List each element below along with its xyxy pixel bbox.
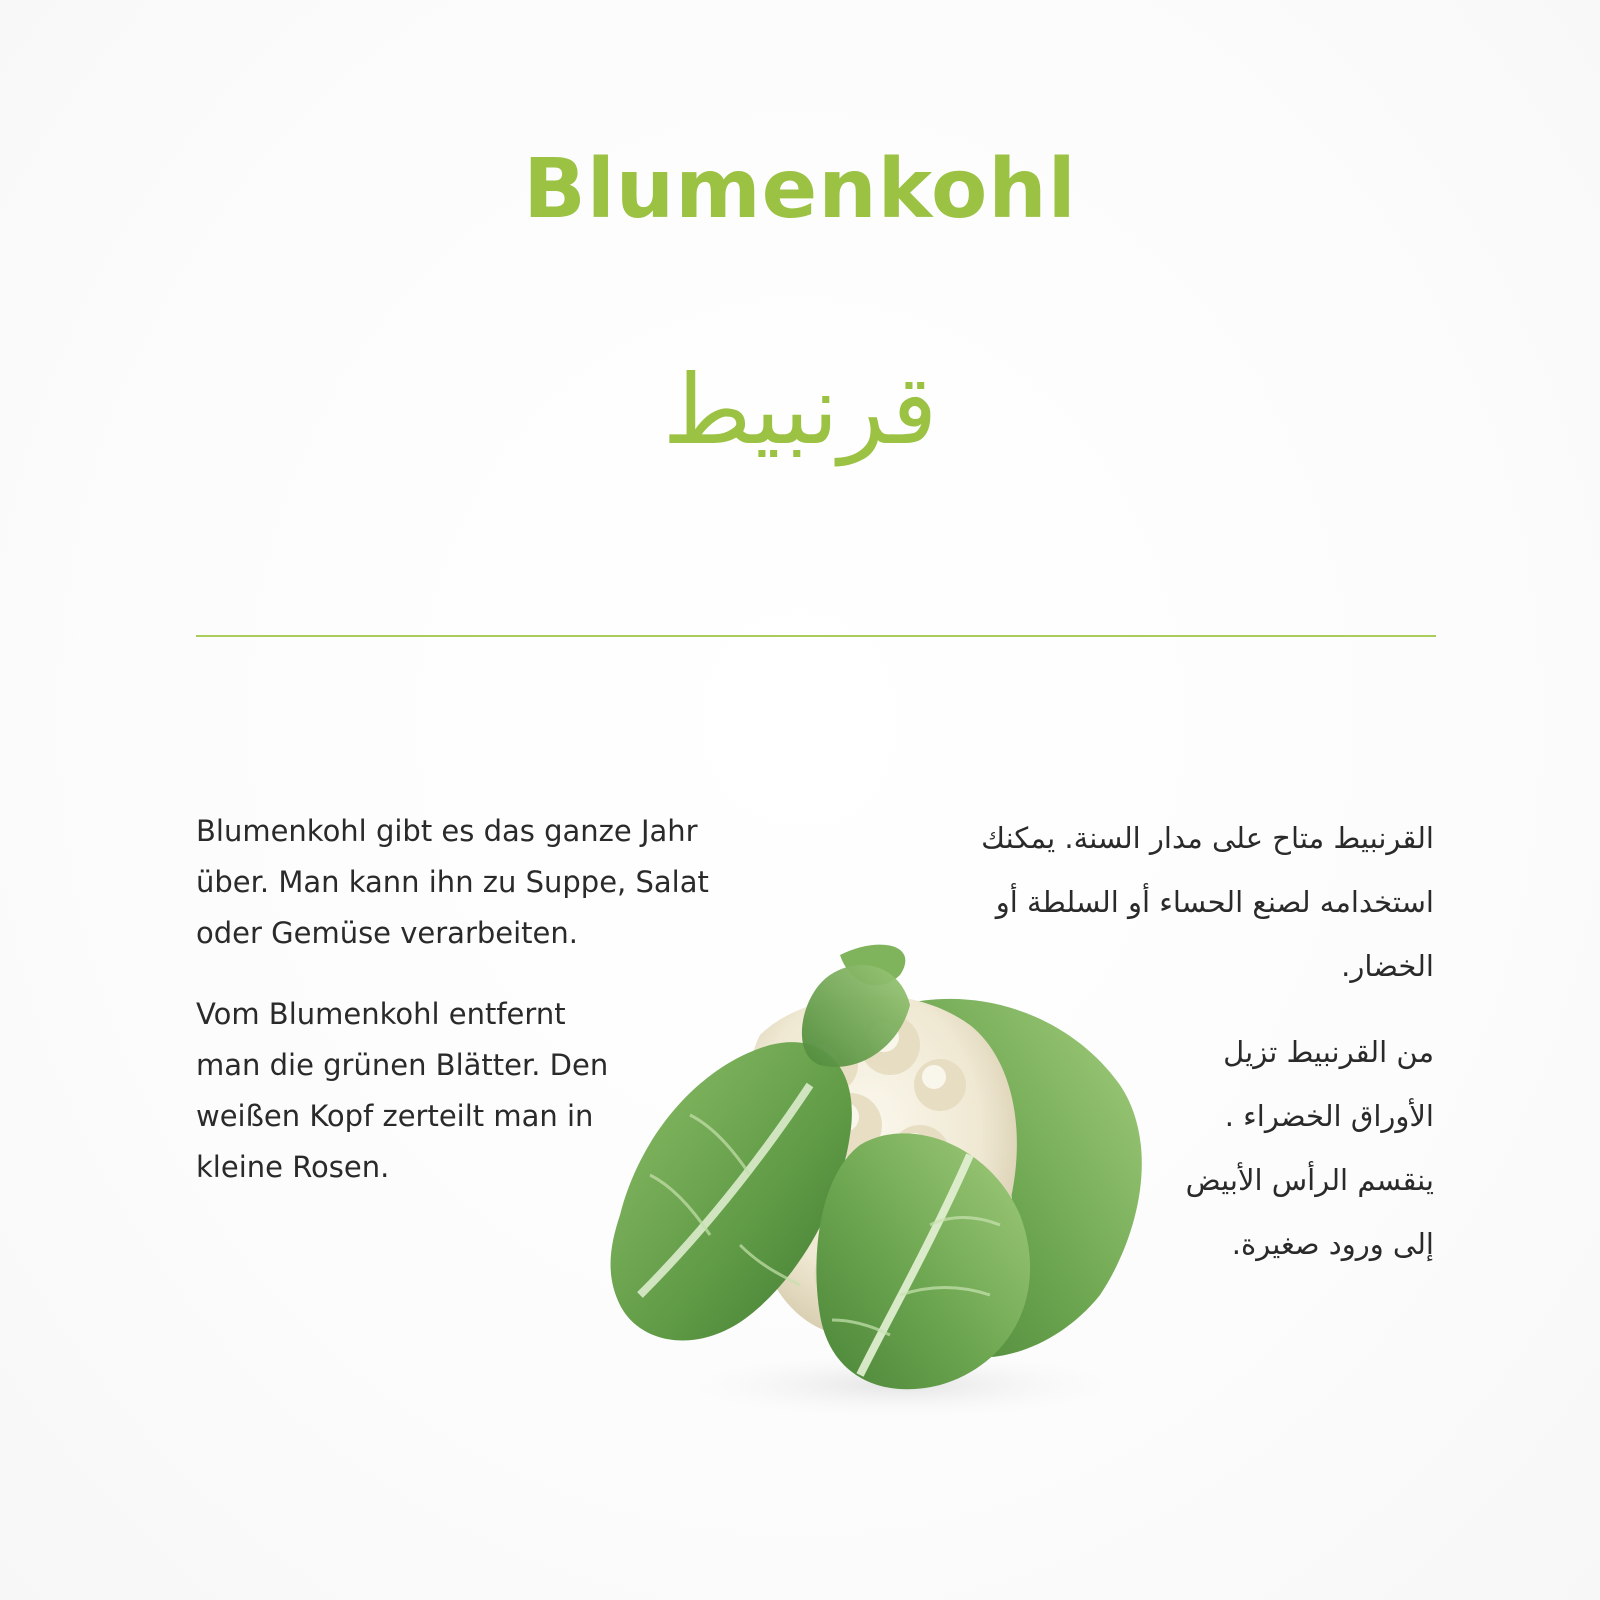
arabic-paragraph-2: من القرنبيط تزيل الأوراق الخضراء . ينقسم الرأس الأبيض إلى ورود صغيرة. xyxy=(1185,1035,1434,1261)
german-paragraph-1: Blumenkohl gibt es das ganze Jahr über. Man kann ihn zu Suppe, Salat oder Gemüse verarbeiten. xyxy=(196,814,709,950)
page-title-arabic: قرنبيط xyxy=(662,354,938,466)
german-paragraph-2: Vom Blumenkohl entfernt man die grünen Blätter. Den weißen Kopf zerteilt man in kleine Rosen. xyxy=(196,997,609,1184)
arabic-paragraph-1: القرنبيط متاح على مدار السنة. يمكنك استخدامه لصنع الحساء أو السلطة أو الخضار. xyxy=(981,821,1434,983)
page-title-german: Blumenkohl xyxy=(523,142,1077,237)
cauliflower-icon xyxy=(600,915,1180,1435)
title-divider xyxy=(196,635,1436,637)
